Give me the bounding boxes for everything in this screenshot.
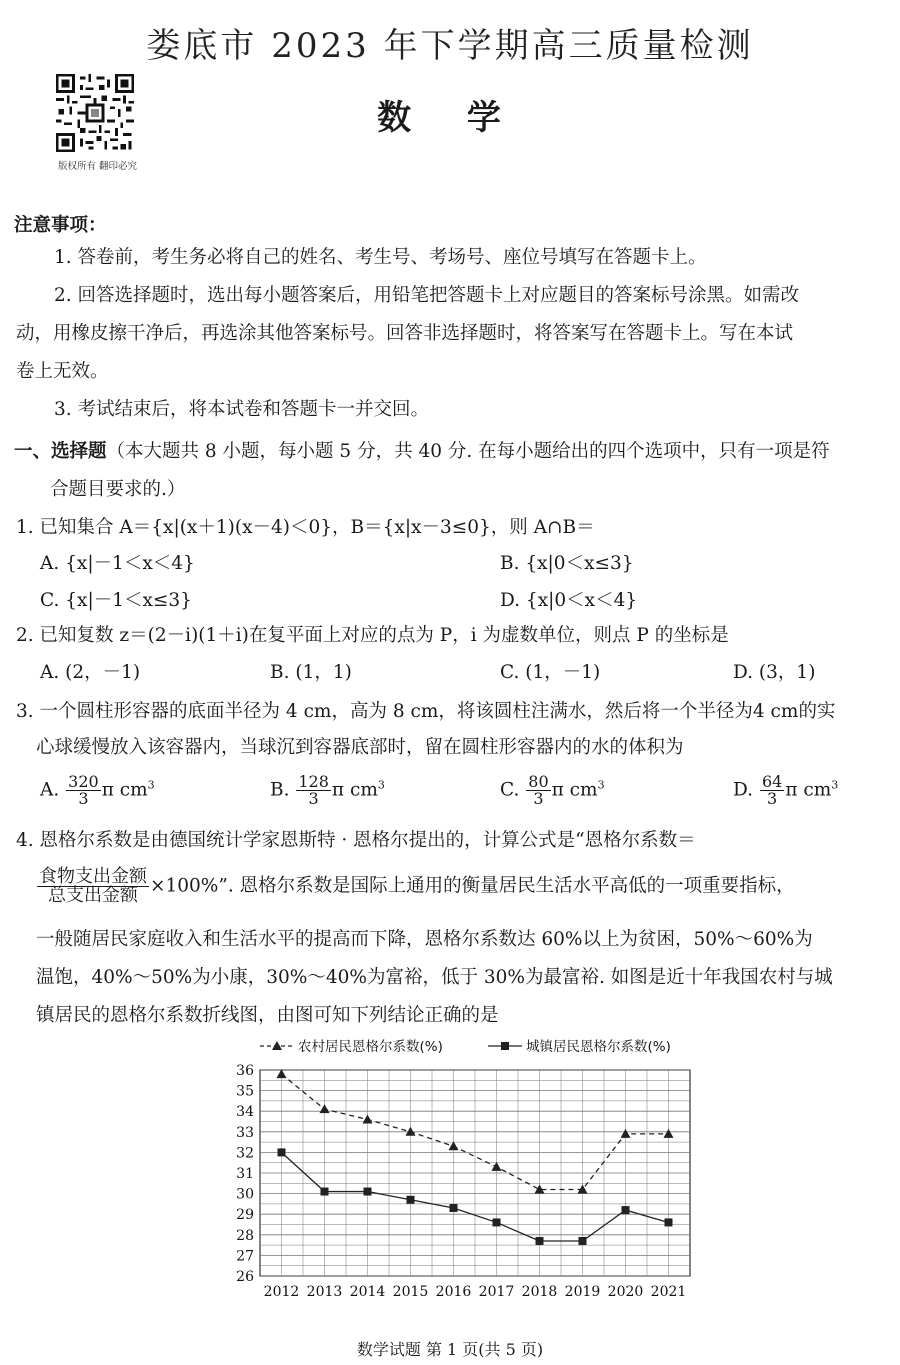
q3-stem-line2: 心球缓慢放入该容器内，当球沉到容器底部时，留在圆柱形容器内的水的体积为: [36, 737, 684, 758]
q4-line1: 4. 恩格尔系数是由德国统计学家恩斯特 · 恩格尔提出的，计算公式是“恩格尔系数＝: [16, 830, 696, 851]
q1-option-d: D. {x|0＜x＜4}: [500, 590, 638, 611]
urban-data-point: [665, 1218, 673, 1226]
q1-option-c: C. {x|－1＜x≤3}: [40, 590, 192, 611]
q4-frac-denominator: 总支出金额: [48, 885, 138, 906]
urban-data-point: [450, 1204, 458, 1212]
exam-title: 娄底市 2023 年下学期高三质量检测: [146, 26, 754, 66]
q3-option-c: C. $\frac{80}{3}$ π $cm^3$: [500, 772, 605, 808]
y-tick-label: 35: [236, 1083, 254, 1100]
q4-line5: 镇居民的恩格尔系数折线图，由图可知下列结论正确的是: [36, 1005, 499, 1026]
urban-data-point: [579, 1237, 587, 1245]
q3-c-unit: π cm: [551, 779, 598, 801]
q3-d-unit: π cm: [785, 779, 832, 801]
page-footer: 数学试题 第 1 页(共 5 页): [356, 1340, 544, 1359]
notes-item-2-line3: 卷上无效。: [16, 361, 109, 382]
urban-data-point: [622, 1206, 630, 1214]
q3-option-a: A. $\frac{320}{3}$ π $cm^3$: [40, 772, 155, 808]
notes-item-3: 3. 考试结束后，将本试卷和答题卡一并交回。: [54, 399, 430, 420]
section-description: （本大题共 8 小题，每小题 5 分，共 40 分. 在每小题给出的四个选项中，只有一项是符: [106, 441, 830, 462]
q3-d-numerator: 64: [761, 772, 783, 791]
q3-option-b: B. $\frac{128}{3}$ π $cm^3$: [270, 772, 385, 808]
notes-item-2-line2: 动，用橡皮擦干净后，再选涂其他答案标号。回答非选择题时，将答案写在答题卡上。写在本试: [16, 323, 794, 344]
y-tick-label: 34: [236, 1104, 254, 1121]
q3-a-denominator: 3: [78, 789, 89, 808]
y-tick-label: 31: [236, 1166, 254, 1182]
urban-data-point: [493, 1218, 501, 1226]
q3-option-d: D. $\frac{64}{3}$ π $cm^3$: [733, 772, 839, 808]
q4-frac-numerator: 食物支出金额: [39, 866, 147, 887]
q2-option-c: C. (1，－1): [500, 662, 601, 683]
q2-stem: 2. 已知复数 z＝(2－i)(1＋i)在复平面上对应的点为 P，i 为虚数单位，则点 P 的坐标是: [16, 625, 729, 646]
q4-line2-rest: ×100%”. 恩格尔系数是国际上通用的衡量居民生活水平高低的一项重要指标，: [150, 875, 795, 897]
x-tick-label: 2016: [435, 1284, 472, 1300]
x-tick-label: 2018: [521, 1284, 558, 1300]
urban-data-point: [364, 1188, 372, 1196]
notes-item-1: 1. 答卷前，考生务必将自己的姓名、考生号、考场号、座位号填写在答题卡上。: [54, 247, 707, 268]
q1-stem: 1. 已知集合 A＝{x|(x＋1)(x－4)＜0}，B＝{x|x－3≤0}，则 A∩B＝: [16, 517, 595, 538]
y-tick-label: 28: [236, 1227, 254, 1244]
urban-data-point: [278, 1148, 286, 1156]
engel-coefficient-chart: [210, 1032, 710, 1302]
section-heading: [14, 440, 830, 464]
x-tick-label: 2015: [392, 1284, 429, 1300]
q3-d-denominator: 3: [767, 789, 778, 808]
qr-caption: 版权所有 翻印必究: [58, 161, 138, 172]
notes-item-2-line1: 2. 回答选择题时，选出每小题答案后，用铅笔把答题卡上对应题目的答案标号涂黑。如需改: [54, 285, 800, 306]
x-tick-label: 2020: [607, 1284, 644, 1300]
y-tick-label: 30: [236, 1186, 254, 1203]
q1-option-a: A. {x|－1＜x＜4}: [40, 553, 195, 574]
subject-title: 数 学: [377, 98, 523, 138]
q2-option-a: A. (2，－1): [40, 662, 141, 683]
x-tick-label: 2019: [564, 1284, 601, 1300]
q3-stem-line1: 3. 一个圆柱形容器的底面半径为 4 cm，高为 8 cm，将该圆柱注满水，然后将一个半径为4 cm的实: [16, 701, 836, 722]
q3-c-numerator: 80: [528, 772, 549, 791]
q3-b-numerator: 128: [298, 772, 329, 791]
x-tick-label: 2012: [263, 1284, 300, 1300]
legend-triangle-icon: [272, 1041, 282, 1050]
legend-label: 农村居民恩格尔系数(%): [298, 1039, 443, 1055]
y-tick-label: 32: [236, 1145, 254, 1162]
x-tick-label: 2014: [349, 1284, 386, 1300]
section-title: 一、选择题: [14, 441, 107, 462]
x-tick-label: 2021: [650, 1284, 687, 1300]
x-tick-label: 2017: [478, 1284, 515, 1300]
q2-option-d: D. (3，1): [733, 662, 816, 683]
x-tick-label: 2013: [306, 1284, 343, 1300]
section-description-line2: 合题目要求的.）: [50, 479, 186, 500]
q4-line2: [36, 868, 795, 905]
q1-option-b: B. {x|0＜x≤3}: [500, 553, 634, 574]
urban-data-point: [407, 1196, 415, 1204]
notes-heading: 注意事项：: [14, 215, 107, 236]
y-tick-label: 33: [236, 1124, 254, 1141]
q4-line4: 温饱，40%～50%为小康，30%～40%为富裕，低于 30%为最富裕. 如图是近十年我国农村与城: [36, 967, 833, 988]
y-tick-label: 26: [236, 1269, 254, 1285]
q3-a-numerator: 320: [68, 772, 99, 791]
y-tick-label: 36: [236, 1063, 254, 1079]
y-tick-label: 29: [236, 1207, 254, 1224]
legend-square-icon: [501, 1042, 509, 1050]
y-tick-label: 27: [236, 1248, 254, 1265]
q3-a-unit: π cm: [101, 779, 148, 801]
q2-option-b: B. (1，1): [270, 662, 352, 683]
urban-data-point: [321, 1188, 329, 1196]
q3-c-denominator: 3: [533, 789, 544, 808]
q4-line3: 一般随居民家庭收入和生活水平的提高而下降，恩格尔系数达 60%以上为贫困，50%～60%为: [36, 929, 813, 950]
q3-b-denominator: 3: [308, 789, 319, 808]
urban-data-point: [536, 1237, 544, 1245]
legend-label: 城镇居民恩格尔系数(%): [526, 1039, 671, 1055]
q3-b-unit: π cm: [331, 779, 378, 801]
